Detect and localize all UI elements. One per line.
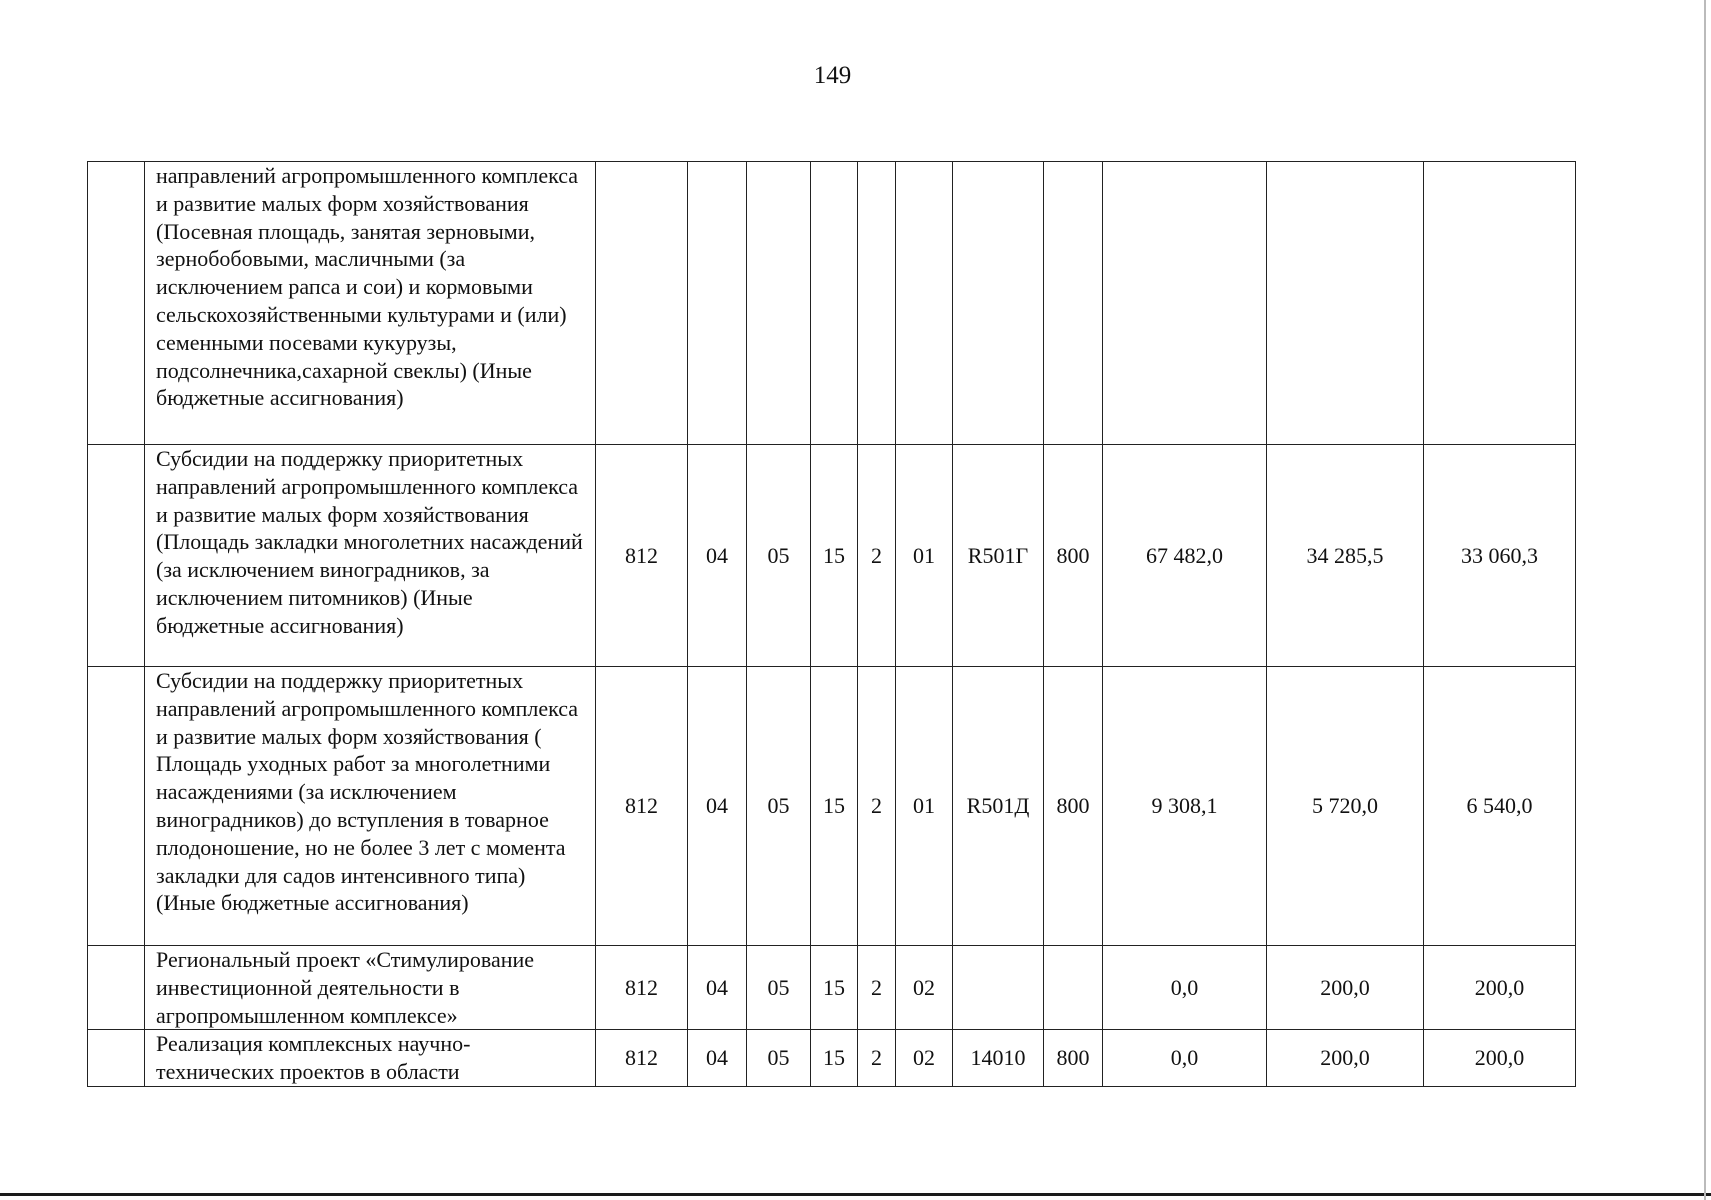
subsection-code-cell bbox=[747, 162, 811, 445]
amount-cell-1: 9 308,1 bbox=[1103, 667, 1267, 946]
subprogram-code-cell: 2 bbox=[858, 946, 896, 1030]
subsection-code-cell: 05 bbox=[747, 1030, 811, 1087]
main-event-code-cell bbox=[896, 162, 953, 445]
page-number: 149 bbox=[813, 62, 852, 89]
program-code-cell: 15 bbox=[811, 667, 858, 946]
program-code-cell: 15 bbox=[811, 946, 858, 1030]
amount-cell-1 bbox=[1103, 162, 1267, 445]
amount-cell-2 bbox=[1267, 162, 1424, 445]
subsection-code-cell: 05 bbox=[747, 667, 811, 946]
row-number-cell bbox=[88, 445, 145, 667]
main-event-code-cell: 01 bbox=[896, 667, 953, 946]
amount-cell-1: 67 482,0 bbox=[1103, 445, 1267, 667]
program-code-cell bbox=[811, 162, 858, 445]
section-code-cell: 04 bbox=[688, 946, 747, 1030]
ministry-code-cell: 812 bbox=[596, 946, 688, 1030]
section-code-cell bbox=[688, 162, 747, 445]
program-code-cell: 15 bbox=[811, 445, 858, 667]
table-row bbox=[88, 667, 1576, 946]
section-code-cell: 04 bbox=[688, 445, 747, 667]
amount-cell-2: 200,0 bbox=[1267, 1030, 1424, 1087]
direction-code-cell: 14010 bbox=[953, 1030, 1044, 1087]
expense-name-cell: Региональный проект «Стимулирование инвестиционной деятельности в агропромышленном комплексе» bbox=[145, 946, 596, 1030]
program-code-cell: 15 bbox=[811, 1030, 858, 1087]
amount-cell-3: 6 540,0 bbox=[1424, 667, 1576, 946]
amount-cell-3: 33 060,3 bbox=[1424, 445, 1576, 667]
expense-type-cell: 800 bbox=[1044, 1030, 1103, 1087]
amount-cell-1: 0,0 bbox=[1103, 1030, 1267, 1087]
main-event-code-cell: 02 bbox=[896, 1030, 953, 1087]
amount-cell-2: 5 720,0 bbox=[1267, 667, 1424, 946]
row-number-cell bbox=[88, 1030, 145, 1087]
expense-type-cell bbox=[1044, 162, 1103, 445]
subprogram-code-cell: 2 bbox=[858, 1030, 896, 1087]
table-row bbox=[88, 162, 1576, 445]
ministry-code-cell: 812 bbox=[596, 445, 688, 667]
ministry-code-cell bbox=[596, 162, 688, 445]
amount-cell-1: 0,0 bbox=[1103, 946, 1267, 1030]
amount-cell-3 bbox=[1424, 162, 1576, 445]
table-row bbox=[88, 946, 1576, 1030]
subsection-code-cell: 05 bbox=[747, 445, 811, 667]
direction-code-cell bbox=[953, 162, 1044, 445]
ministry-code-cell: 812 bbox=[596, 1030, 688, 1087]
table-row bbox=[88, 1030, 1576, 1087]
budget-table bbox=[87, 161, 1576, 1087]
main-event-code-cell: 02 bbox=[896, 946, 953, 1030]
amount-cell-3: 200,0 bbox=[1424, 946, 1576, 1030]
section-code-cell: 04 bbox=[688, 1030, 747, 1087]
amount-cell-2: 200,0 bbox=[1267, 946, 1424, 1030]
main-event-code-cell: 01 bbox=[896, 445, 953, 667]
direction-code-cell: R501Д bbox=[953, 667, 1044, 946]
amount-cell-2: 34 285,5 bbox=[1267, 445, 1424, 667]
ministry-code-cell: 812 bbox=[596, 667, 688, 946]
right-edge-rule bbox=[1704, 0, 1706, 1200]
row-number-cell bbox=[88, 667, 145, 946]
bottom-rule bbox=[0, 1193, 1711, 1196]
expense-type-cell bbox=[1044, 946, 1103, 1030]
expense-name-cell: Реализация комплексных научно-технических проектов в области bbox=[145, 1030, 596, 1087]
subprogram-code-cell: 2 bbox=[858, 667, 896, 946]
amount-cell-3: 200,0 bbox=[1424, 1030, 1576, 1087]
direction-code-cell: R501Г bbox=[953, 445, 1044, 667]
expense-name-cell: Субсидии на поддержку приоритетных направлений агропромышленного комплекса и развитие малых форм хозяйствования ( Площадь уходных работ за многолетними насаждениями (за исключением виноградников) до вступления в товарное плодоношение, но не более 3 лет с момента закладки для садов интенсивного типа) (Иные бюджетные ассигнования) bbox=[145, 667, 596, 946]
subprogram-code-cell: 2 bbox=[858, 445, 896, 667]
expense-type-cell: 800 bbox=[1044, 445, 1103, 667]
expense-name-cell: направлений агропромышленного комплекса и развитие малых форм хозяйствования (Посевная площадь, занятая зерновыми, зернобобовыми, масличными (за исключением рапса и сои) и кормовыми сельскохозяйственными культурами и (или) семенными посевами кукурузы, подсолнечника,сахарной свеклы) (Иные бюджетные ассигнования) bbox=[145, 162, 596, 445]
table-row bbox=[88, 445, 1576, 667]
subprogram-code-cell bbox=[858, 162, 896, 445]
section-code-cell: 04 bbox=[688, 667, 747, 946]
direction-code-cell bbox=[953, 946, 1044, 1030]
row-number-cell bbox=[88, 162, 145, 445]
expense-name-cell: Субсидии на поддержку приоритетных направлений агропромышленного комплекса и развитие малых форм хозяйствования (Площадь закладки многолетних насаждений (за исключением виноградников, за исключением питомников) (Иные бюджетные ассигнования) bbox=[145, 445, 596, 667]
expense-type-cell: 800 bbox=[1044, 667, 1103, 946]
subsection-code-cell: 05 bbox=[747, 946, 811, 1030]
row-number-cell bbox=[88, 946, 145, 1030]
